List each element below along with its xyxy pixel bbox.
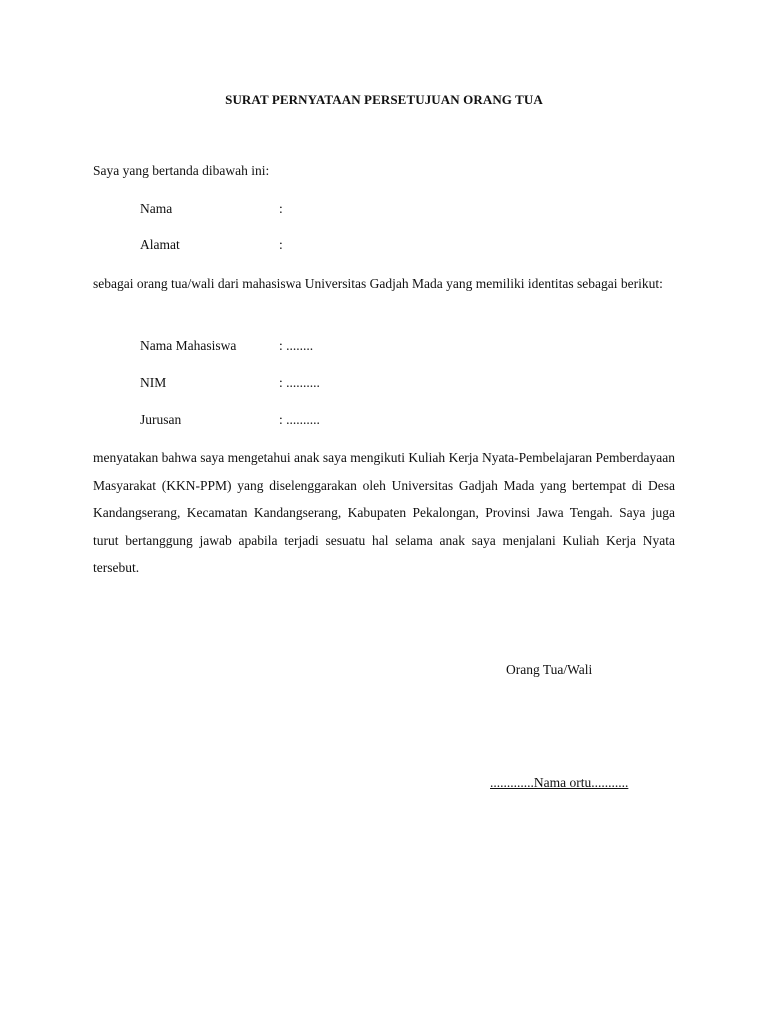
student-major-value: : .......... [279, 412, 320, 427]
intro-text: Saya yang bertanda dibawah ini: [93, 163, 270, 178]
relation-paragraph: sebagai orang tua/wali dari mahasiswa Universitas Gadjah Mada yang memiliki identitas sebagai berikut: [93, 276, 663, 291]
statement-paragraph: menyatakan bahwa saya mengetahui anak saya mengikuti Kuliah Kerja Nyata-Pembelajaran Pemberdayaan Masyarakat (KKN-PPM) yang diselenggarakan oleh Universitas Gadjah Mada yang bertempat di Desa Kandangserang, Kecamatan Kandangserang, Kabupaten Pekalongan, Provinsi Jawa Tengah. Saya juga turut bertanggung jawab apabila terjadi sesuatu hal selama anak saya menjalani Kuliah Kerja Nyata tersebut. [93, 450, 675, 575]
document-title: SURAT PERNYATAAN PERSETUJUAN ORANG TUA [225, 92, 543, 107]
student-name-label: Nama Mahasiswa [140, 338, 237, 353]
student-name-value: : ........ [279, 338, 314, 353]
parent-name-label: Nama [140, 201, 173, 216]
parent-name-value: : [279, 201, 283, 216]
student-major-label: Jurusan [140, 412, 182, 427]
parent-address-label: Alamat [140, 237, 180, 252]
signature-role: Orang Tua/Wali [506, 662, 593, 677]
student-nim-label: NIM [140, 375, 167, 390]
student-nim-value: : .......... [279, 375, 320, 390]
signature-name: .............Nama ortu........... [490, 775, 629, 790]
parent-address-value: : [279, 237, 283, 252]
